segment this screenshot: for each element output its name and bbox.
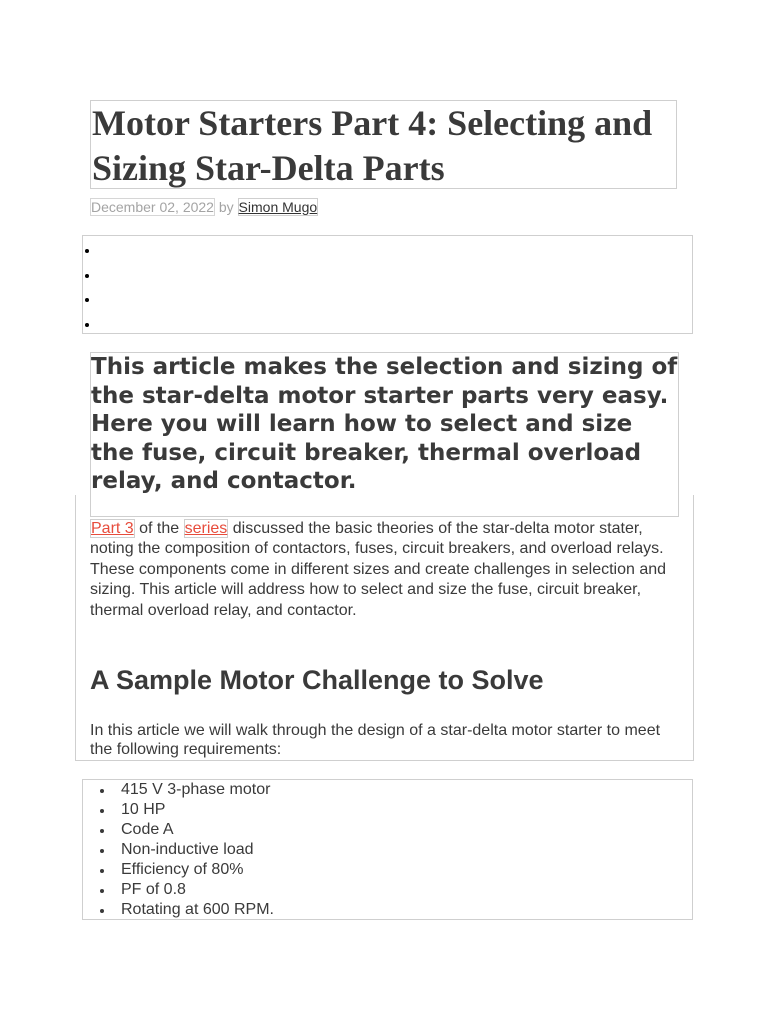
- section-intro: In this article we will walk through the design of a star-delta motor starter to meet the following requirements:: [90, 722, 661, 758]
- requirements-list: [83, 780, 274, 920]
- part3-link[interactable]: Part 3: [91, 520, 134, 537]
- share-item[interactable]: [83, 236, 692, 261]
- article-meta: [90, 199, 318, 215]
- requirement-item: PF of 0.8: [83, 880, 274, 900]
- by-label: by: [218, 199, 234, 215]
- section-heading: A Sample Motor Challenge to Solve: [90, 665, 544, 695]
- author-link[interactable]: Simon Mugo: [238, 199, 318, 215]
- intro-text-of-the: of the: [134, 520, 184, 537]
- requirement-item: Rotating at 600 RPM.: [83, 900, 274, 920]
- article-lead: This article makes the selection and sizing of the star-delta motor starter parts very easy. Here you will learn how to select and size the fuse, circuit breaker, thermal overload relay, and contactor.: [91, 354, 678, 495]
- requirements-box: [82, 779, 693, 920]
- requirement-item: 415 V 3-phase motor: [83, 780, 274, 800]
- series-link[interactable]: series: [184, 520, 228, 537]
- requirement-item: Efficiency of 80%: [83, 860, 274, 880]
- intro-text-rest: discussed the basic theories of the star-delta motor stater, noting the composition of contactors, fuses, circuit breakers, and overload relays. These components come in different sizes and create challenges in selection and sizing. This article will address how to select and size the fuse, circuit breaker, thermal overload relay, and contactor.: [90, 520, 667, 619]
- share-item[interactable]: [83, 285, 692, 310]
- requirement-item: Non-inductive load: [83, 840, 274, 860]
- lead-box: [90, 352, 679, 517]
- share-item[interactable]: [83, 261, 692, 286]
- share-list: [82, 235, 693, 334]
- intro-paragraph: [90, 519, 680, 621]
- requirement-item: 10 HP: [83, 800, 274, 820]
- share-item[interactable]: [83, 310, 692, 335]
- requirement-item: Code A: [83, 820, 274, 840]
- article-title: Motor Starters Part 4: Selecting and Sizing Star-Delta Parts: [92, 103, 653, 188]
- title-box: [90, 100, 677, 189]
- publish-date: December 02, 2022: [91, 199, 214, 215]
